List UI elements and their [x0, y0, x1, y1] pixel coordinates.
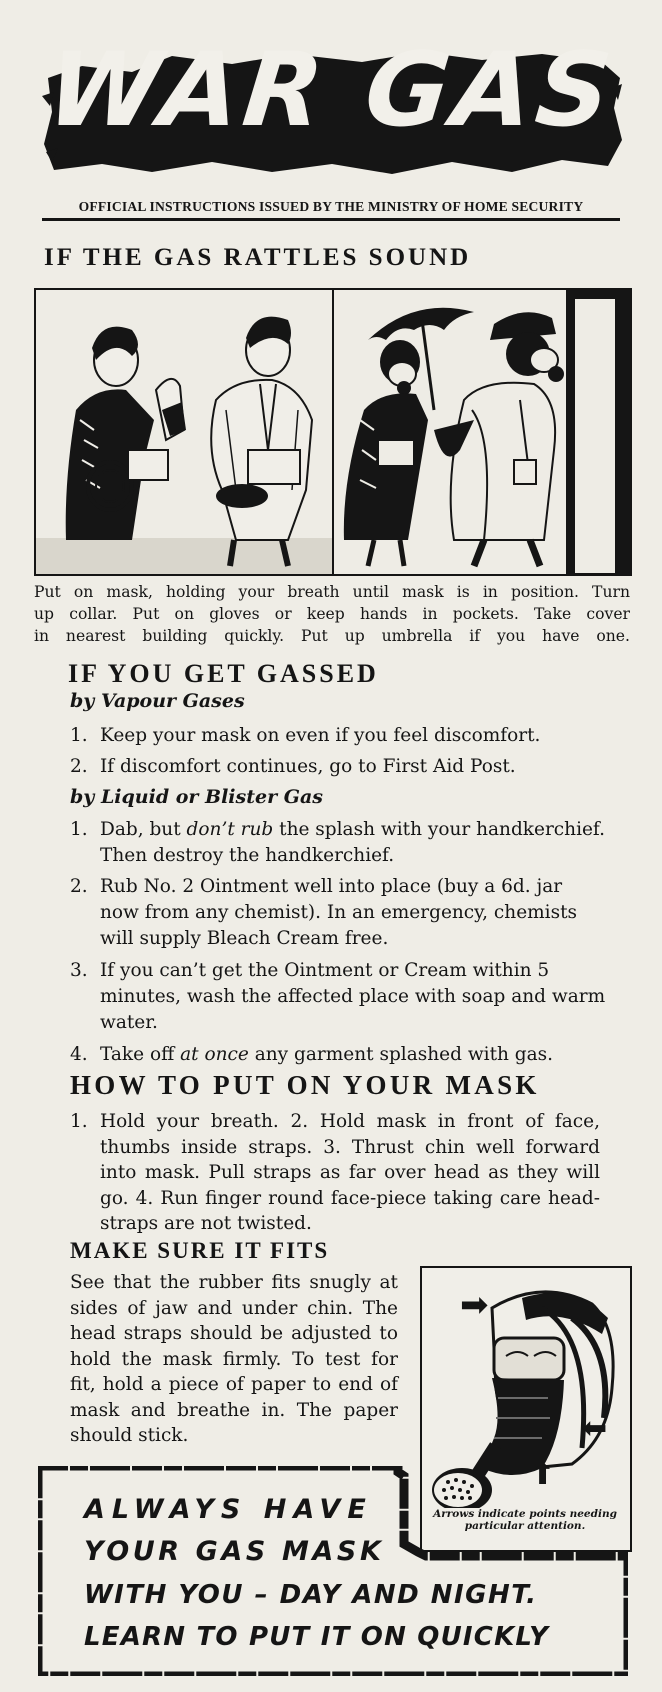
poster-subtitle: OFFICIAL INSTRUCTIONS ISSUED BY THE MINISTRY OF HOME SECURITY — [78, 199, 584, 214]
rattles-caption — [34, 581, 630, 647]
illustration-panel-right — [332, 288, 632, 576]
illustration-panel-left — [34, 288, 334, 576]
list-item: 3. If you can’t get the Ointment or Cream within 5 minutes, wash the affected place with soap and warm water. — [70, 960, 606, 1033]
section-heading-mask: HOW TO PUT ON YOUR MASK — [70, 1070, 540, 1100]
reminder-line: ALWAYS HAVE — [84, 1494, 373, 1525]
list-item: 1. Keep your mask on even if you feel discomfort. — [70, 725, 541, 746]
mask-steps-text: Hold your breath. 2. Hold mask in front of face, thumbs inside straps. 3. Thrust chin well forward into mask. Pull straps as far over head as they will go. 4. Run finger round face-piece taking care head-straps are not twisted. — [100, 1111, 600, 1234]
arrow-right-icon: ➡ — [460, 1285, 489, 1325]
liquid-instructions — [70, 817, 606, 1073]
poster-title: WAR GAS — [41, 31, 621, 150]
reminder-line: WITH YOU – DAY AND NIGHT. — [84, 1580, 538, 1610]
caption-line: up collar. Put on gloves or keep hands in pockets. Take cover — [34, 605, 630, 623]
list-item: 4. Take off at once any garment splashed with gas. — [70, 1044, 554, 1065]
list-item: 1. Dab, but don’t rub the splash with your handkerchief. Then destroy the handkerchief. — [70, 819, 606, 866]
diagram-caption: Arrows indicate points needing particular attention. — [433, 1508, 617, 1532]
vapour-instructions — [70, 723, 606, 785]
reminder-line: LEARN TO PUT IT ON QUICKLY — [84, 1622, 550, 1652]
section-heading-fits: MAKE SURE IT FITS — [70, 1238, 330, 1263]
caption-line: Put on mask, holding your breath until mask is in position. Turn — [34, 583, 630, 601]
couple-with-masks-illustration — [334, 290, 630, 574]
reminder-line: YOUR GAS MASK — [84, 1536, 385, 1567]
subheading-vapour: by Vapour Gases — [70, 690, 245, 712]
list-number: 1. — [70, 1111, 88, 1132]
fits-instructions: See that the rubber fits snugly at sides of jaw and under chin. The head straps should be adjusted to hold the mask firmly. To test for fit, hold a piece of paper to end of mask and breathe in. The paper should stick. — [70, 1272, 398, 1446]
mask-instructions — [70, 1109, 600, 1237]
list-item: 2. If discomfort continues, go to First Aid Post. — [70, 756, 516, 777]
subtitle-rule — [42, 218, 620, 221]
list-item: 2. Rub No. 2 Ointment well into place (buy a 6d. jar now from any chemist). In an emergency, chemists will supply Bleach Cream free. — [70, 876, 578, 949]
arrow-up-icon: ⬆ — [530, 1457, 556, 1492]
couple-without-masks-illustration — [36, 290, 332, 574]
arrow-left-icon: ⬅ — [582, 1411, 608, 1446]
section-heading-gassed: IF YOU GET GASSED — [68, 659, 379, 688]
caption-line: in nearest building quickly. Put up umbrella if you have one. — [34, 627, 630, 645]
section-heading-rattles: IF THE GAS RATTLES SOUND — [44, 244, 472, 271]
subheading-liquid: by Liquid or Blister Gas — [70, 786, 323, 808]
